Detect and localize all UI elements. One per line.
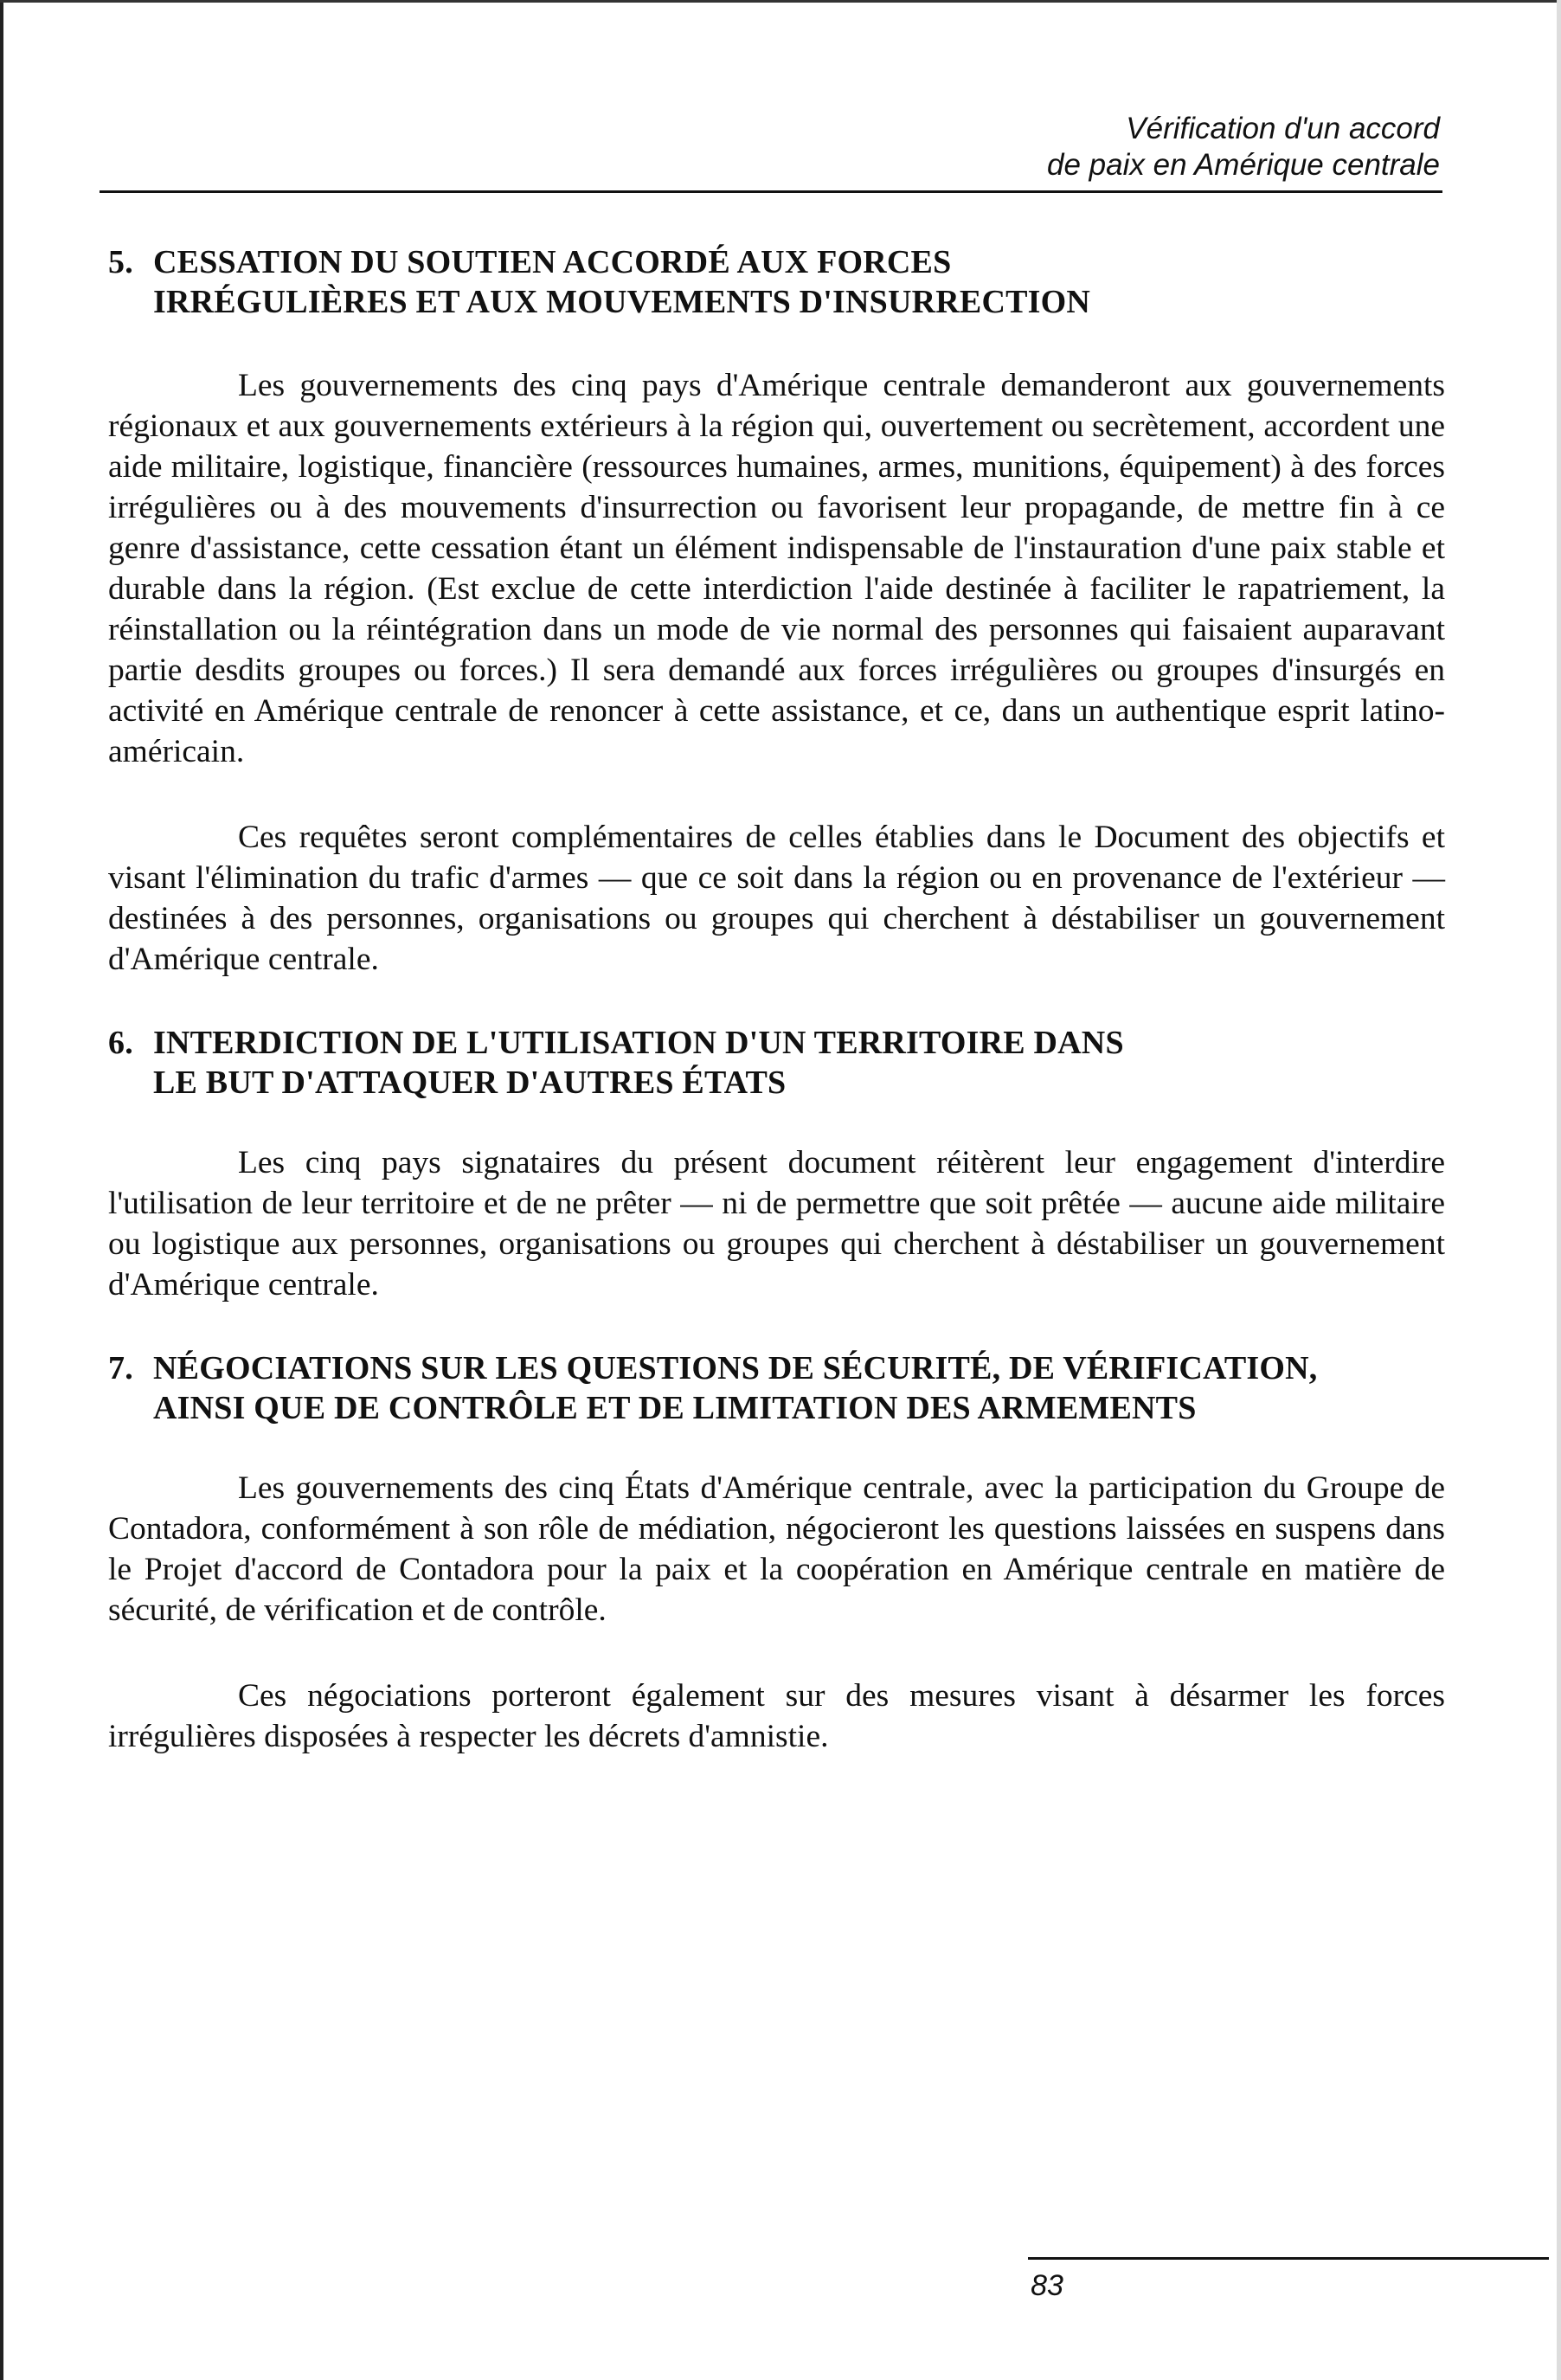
section-7-title-line-1: NÉGOCIATIONS SUR LES QUESTIONS DE SÉCURITÉ, DE VÉRIFICATION,	[153, 1350, 1318, 1386]
scan-edge-top	[0, 0, 1561, 3]
section-7-paragraph-2: Ces négociations porteront également sur des mesures visant à désarmer les forces irrégulières disposées à respecter les décrets d'amnistie.	[108, 1678, 1445, 1754]
section-5-number: 5.	[108, 244, 133, 280]
running-head-line-2: de paix en Amérique centrale	[1047, 148, 1440, 182]
section-6-heading	[108, 1023, 1445, 1103]
section-6-title-line-1: INTERDICTION DE L'UTILISATION D'UN TERRITOIRE DANS	[153, 1025, 1124, 1061]
section-6-paragraph-1: Les cinq pays signataires du présent document réitèrent leur engagement d'interdire l'utilisation de leur territoire et de ne prêter — ni de permettre que soit prêtée — aucune aide militaire ou logistique aux personnes, organisations ou groupes qui cherchent à déstabiliser un gouvernement d'Amérique centrale.	[108, 1145, 1445, 1303]
section-6-number: 6.	[108, 1025, 133, 1061]
section-5-title-line-1: CESSATION DU SOUTIEN ACCORDÉ AUX FORCES	[153, 244, 952, 280]
section-5-title-line-2: IRRÉGULIÈRES ET AUX MOUVEMENTS D'INSURRECTION	[153, 284, 1091, 320]
section-5-paragraph-2: Ces requêtes seront complémentaires de celles établies dans le Document des objectifs et visant l'élimination du trafic d'armes — que ce soit dans la région ou en provenance de l'extérieur — destinées à des personnes, organisations ou groupes qui cherchent à déstabiliser un gouvernement d'Amérique centrale.	[108, 820, 1445, 977]
section-7-paragraph-1: Les gouvernements des cinq États d'Amérique centrale, avec la participation du Groupe de Contadora, conformément à son rôle de médiation, négocieront les questions laissées en suspens dans le Projet d'accord de Contadora pour la paix et la coopération en Amérique centrale en matière de sécurité, de vérification et de contrôle.	[108, 1470, 1445, 1628]
section-5-title	[153, 242, 1445, 322]
header-rule	[100, 190, 1442, 193]
page-number: 83	[1031, 2269, 1063, 2302]
section-7-title	[153, 1348, 1445, 1428]
scan-edge-right	[1557, 0, 1561, 2380]
footer-rule	[1028, 2257, 1549, 2260]
running-head	[1047, 111, 1440, 183]
section-7-number: 7.	[108, 1350, 133, 1386]
scan-edge-left	[0, 0, 3, 2380]
section-5-paragraph-1: Les gouvernements des cinq pays d'Amérique centrale demanderont aux gouvernements régionaux et aux gouvernements extérieurs à la région qui, ouvertement ou secrètement, accordent une aide militaire, logistique, financière (ressources humaines, armes, munitions, équipement) à des forces irrégulières ou à des mouvements d'insurrection ou favorisent leur propagande, de mettre fin à ce genre d'assistance, cette cessation étant un élément indispensable de l'instauration d'une paix stable et durable dans la région. (Est exclue de cette interdiction l'aide destinée à faciliter le rapatriement, la réinstallation ou la réintégration dans un mode de vie normal des personnes qui faisaient auparavant partie desdits groupes ou forces.) Il sera demandé aux forces irrégulières ou groupes d'insurgés en activité en Amérique centrale de renoncer à cette assistance, et ce, dans un authentique esprit latino-américain.	[108, 368, 1445, 769]
section-6-title-line-2: LE BUT D'ATTAQUER D'AUTRES ÉTATS	[153, 1065, 787, 1101]
section-7-heading	[108, 1348, 1445, 1428]
section-6-title	[153, 1023, 1445, 1103]
section-7-title-line-2: AINSI QUE DE CONTRÔLE ET DE LIMITATION DES ARMEMENTS	[153, 1390, 1197, 1426]
running-head-line-1: Vérification d'un accord	[1126, 112, 1440, 145]
page-body	[108, 242, 1445, 1757]
section-5-heading	[108, 242, 1445, 322]
